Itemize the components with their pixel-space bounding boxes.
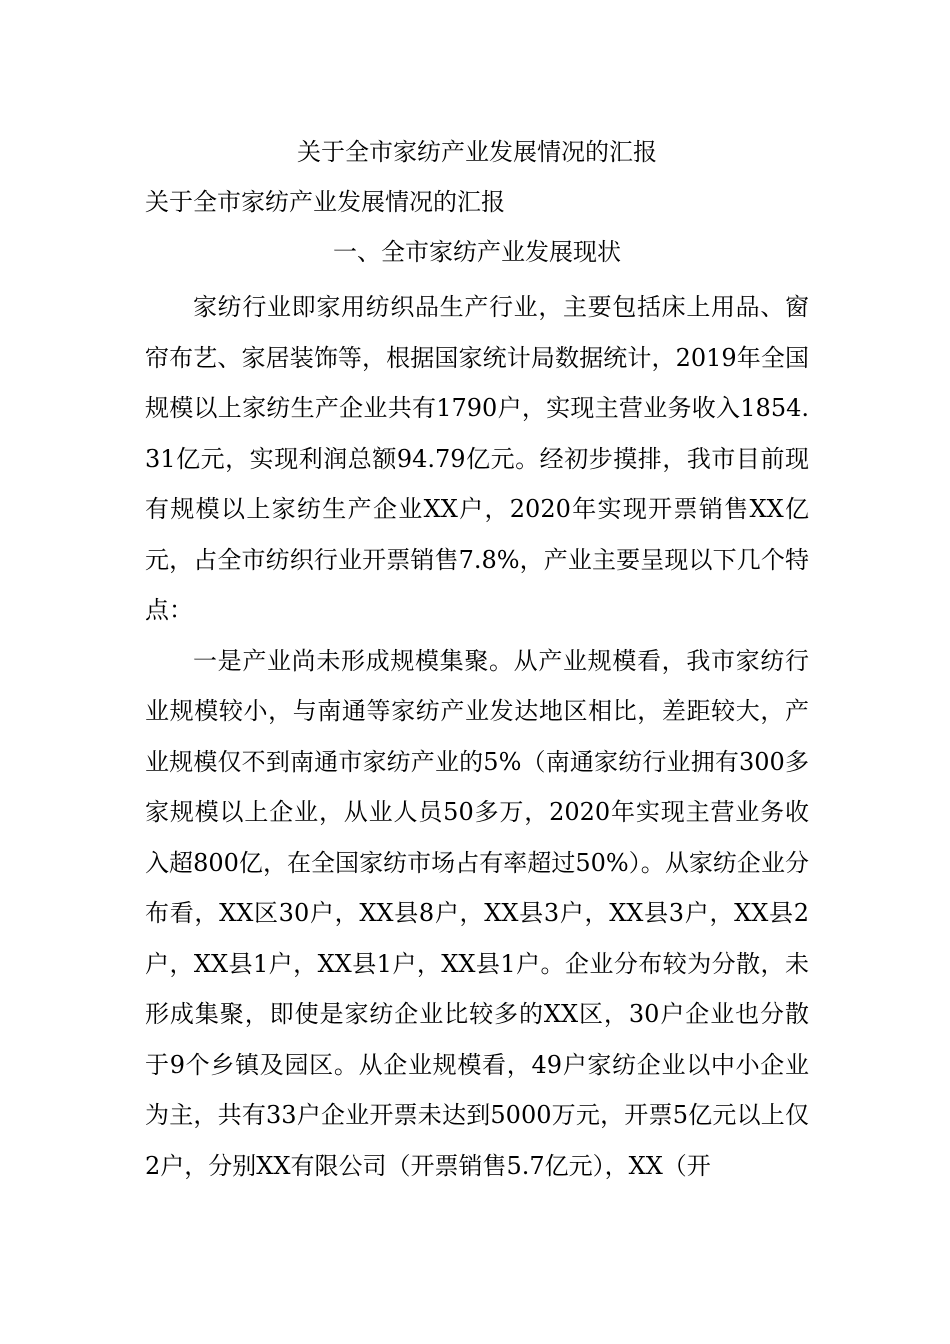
paragraph-industry-scale: 一是产业尚未形成规模集聚。从产业规模看，我市家纺行业规模较小，与南通等家纺产业发达地区相比，差距较大，产业规模仅不到南通市家纺产业的5%（南通家纺行业拥有300多家规模以上企业，从业人员50多万，2020年实现主营业务收入超800亿，在全国家纺市场占有率超过50%）。从家纺企业分布看，XX区30户，XX县8户，XX县3户，XX县3户，XX县2户，XX县1户，XX县1户，XX县1户。企业分布较为分散，未形成集聚，即使是家纺企业比较多的XX区，30户企业也分散于9个乡镇及园区。从企业规模看，49户家纺企业以中小企业为主，共有33户企业开票未达到5000万元，开票5亿元以上仅2户，分别XX有限公司（开票销售5.7亿元），XX（开 [145,646,809,1180]
section-heading: 一、全市家纺产业发展现状 [333,238,621,266]
document-title: 关于全市家纺产业发展情况的汇报 [297,138,657,166]
paragraph-overview: 家纺行业即家用纺织品生产行业，主要包括床上用品、窗帘布艺、家居装饰等，根据国家统计局数据统计，2019年全国规模以上家纺生产企业共有1790户，实现主营业务收入1854.31亿元，实现利润总额94.79亿元。经初步摸排，我市目前现有规模以上家纺生产企业XX户，2020年实现开票销售XX亿元，占全市纺织行业开票销售7.8%，产业主要呈现以下几个特点： [145,293,809,624]
document-subtitle: 关于全市家纺产业发展情况的汇报 [145,188,505,216]
document-body [145,132,809,1191]
